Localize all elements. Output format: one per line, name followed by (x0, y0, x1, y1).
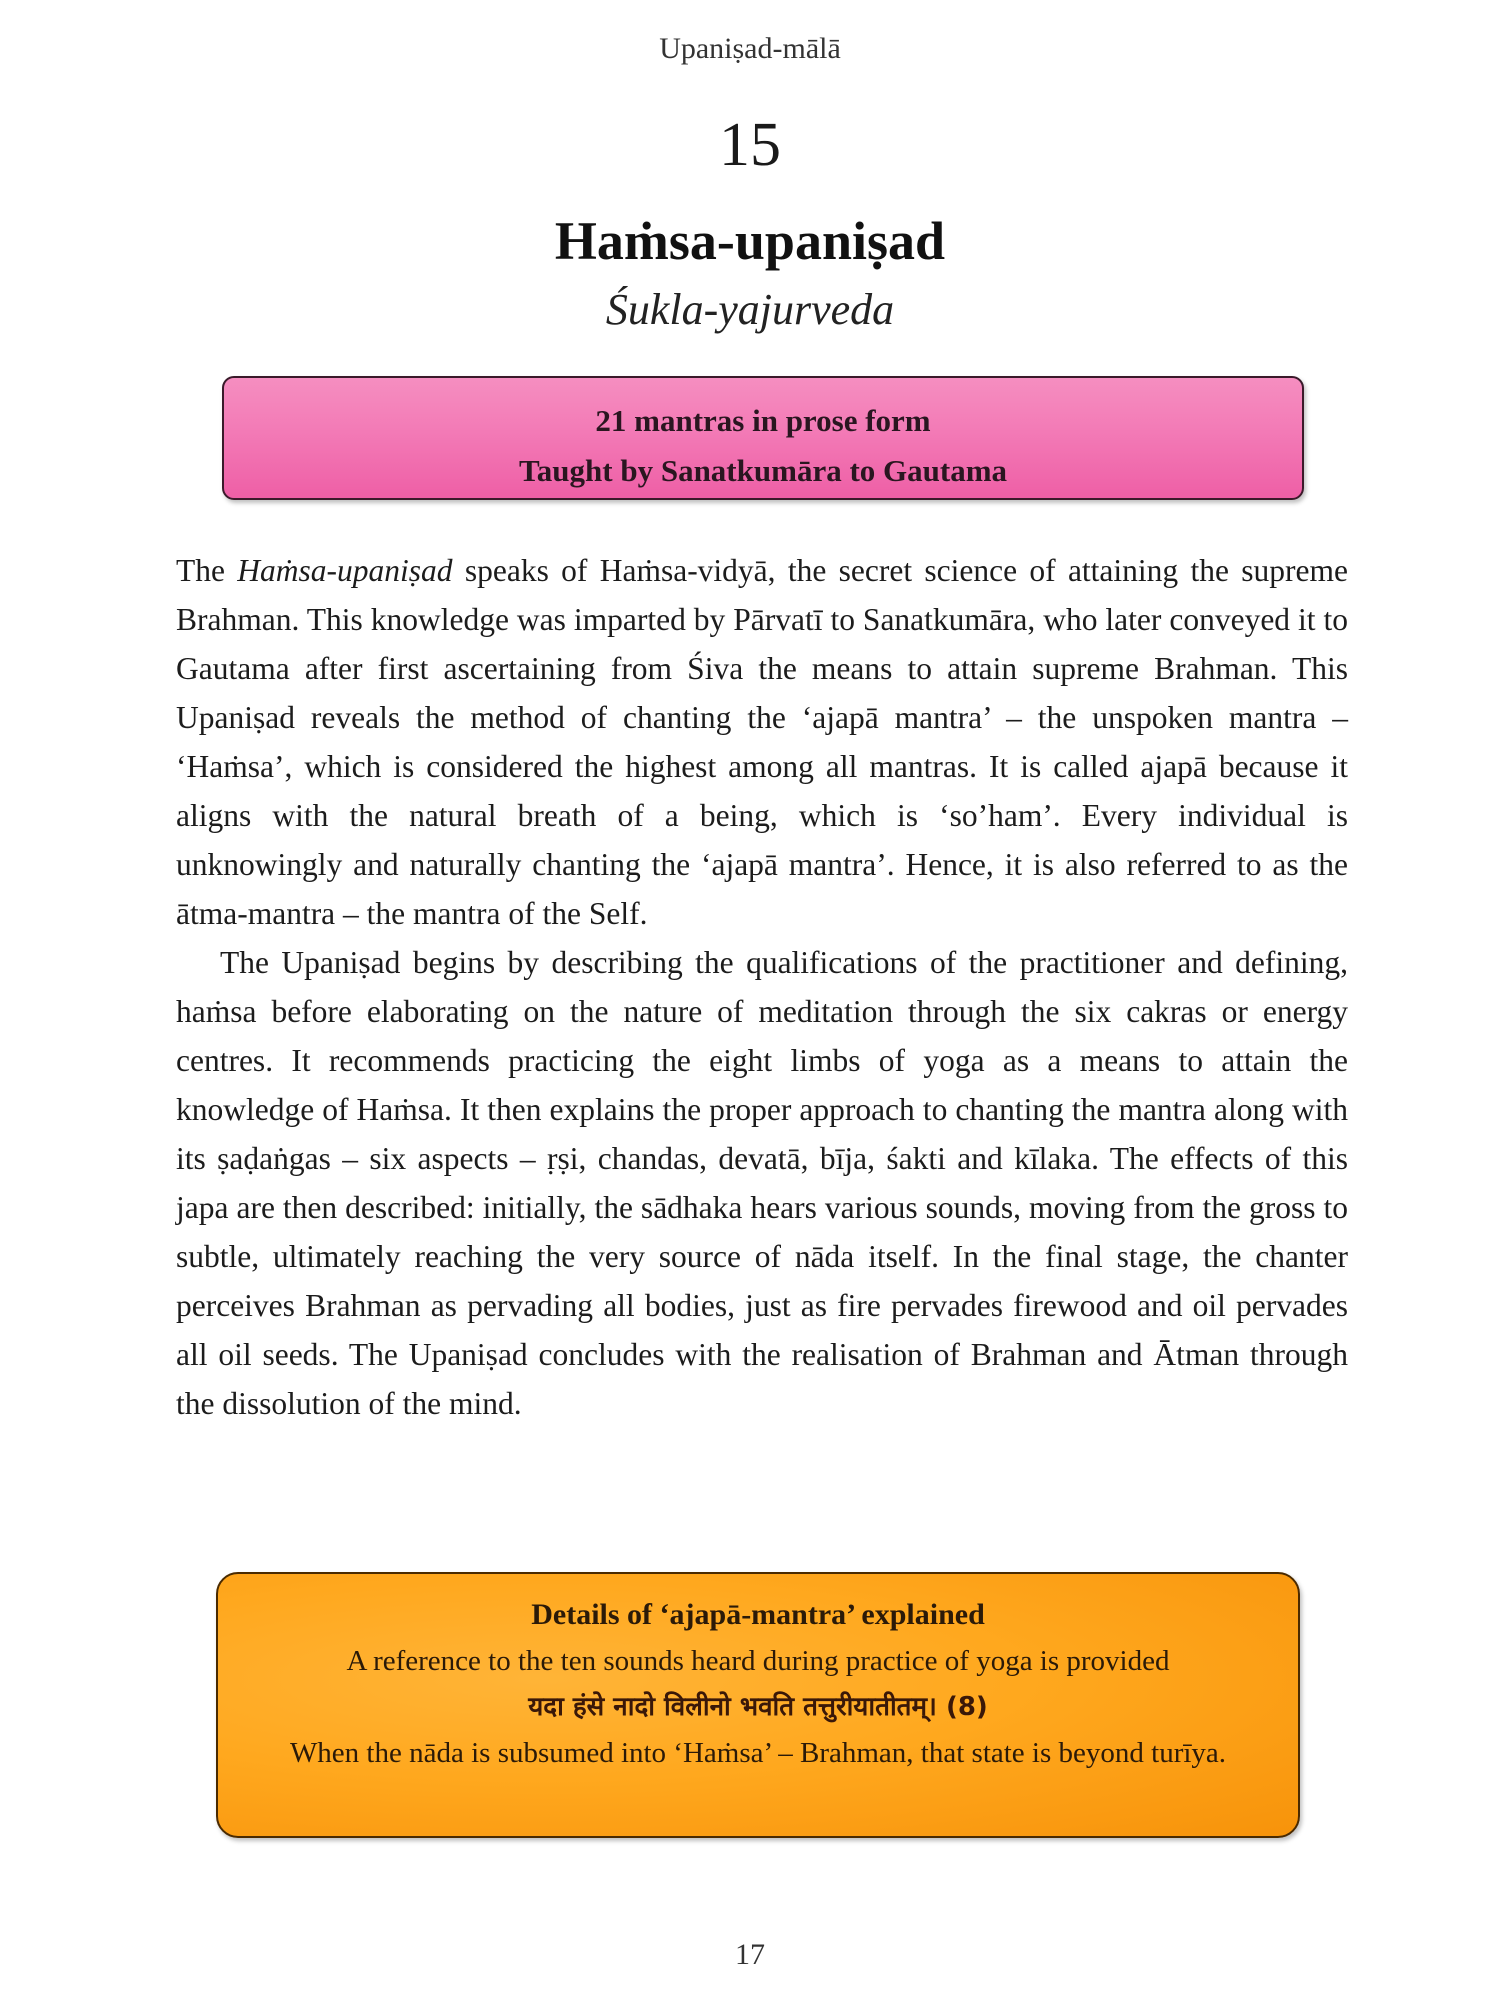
paragraph-1-rest: speaks of Haṁsa-vidyā, the secret science of attaining the supreme Brahman. This knowledge was imparted by Pārvatī to Sanatkumāra, who later conveyed it to Gautama after first ascertaining from Śiva the means to attain supreme Brahman. This Upaniṣad reveals the method of chanting the ‘ajapā mantra’ – the unspoken mantra – ‘Haṁsa’, which is considered the highest among all mantras. It is called ajapā because it aligns with the natural breath of a being, which is ‘so’ham’. Every individual is unknowingly and naturally chanting the ‘ajapā mantra’. Hence, it is also referred to as the ātma-mantra – the mantra of the Self. (176, 553, 1348, 931)
chapter-title: Haṁsa-upaniṣad (554, 211, 946, 271)
details-heading: Details of ‘ajapā-mantra’ explained (531, 1598, 985, 1631)
body-text (176, 546, 1348, 1428)
chapter-number: 15 (719, 111, 781, 179)
page-number: 17 (735, 1938, 765, 1971)
chapter-subtitle: Śukla-yajurveda (605, 285, 895, 334)
details-box (216, 1572, 1300, 1838)
paragraph-1 (176, 546, 1348, 938)
summary-teacher: Taught by Sanatkumāra to Gautama (518, 453, 1008, 488)
details-line-2: When the nāda is subsumed into ‘Haṁsa’ – Brahman, that state is beyond turīya. (289, 1737, 1227, 1769)
running-head: Upaniṣad-mālā (659, 32, 841, 65)
details-sanskrit-verse: यदा हंसे नादो विलीनो भवति तत्तुरीयातीतम्। (8) (528, 1692, 988, 1722)
summary-box (222, 376, 1304, 500)
details-line-1: A reference to the ten sounds heard during practice of yoga is provided (346, 1645, 1170, 1677)
paragraph-1-italic-title: Haṁsa-upaniṣad (237, 553, 453, 588)
summary-mantra-count: 21 mantras in prose form (595, 403, 931, 438)
paragraph-2: The Upaniṣad begins by describing the qualifications of the practitioner and defining, haṁsa before elaborating on the nature of meditation through the six cakras or energy centres. It recommends practicing the eight limbs of yoga as a means to attain the knowledge of Haṁsa. It then explains the proper approach to chanting the mantra along with its ṣaḍaṅgas – six aspects – ṛṣi, chandas, devatā, bīja, śakti and kīlaka. The effects of this japa are then described: initially, the sādhaka hears various sounds, moving from the gross to subtle, ultimately reaching the very source of nāda itself. In the final stage, the chanter perceives Brahman as pervading all bodies, just as fire pervades firewood and oil pervades all oil seeds. The Upaniṣad concludes with the realisation of Brahman and Ātman through the dissolution of the mind. (176, 945, 1348, 1421)
paragraph-1-lead: The (176, 553, 238, 588)
